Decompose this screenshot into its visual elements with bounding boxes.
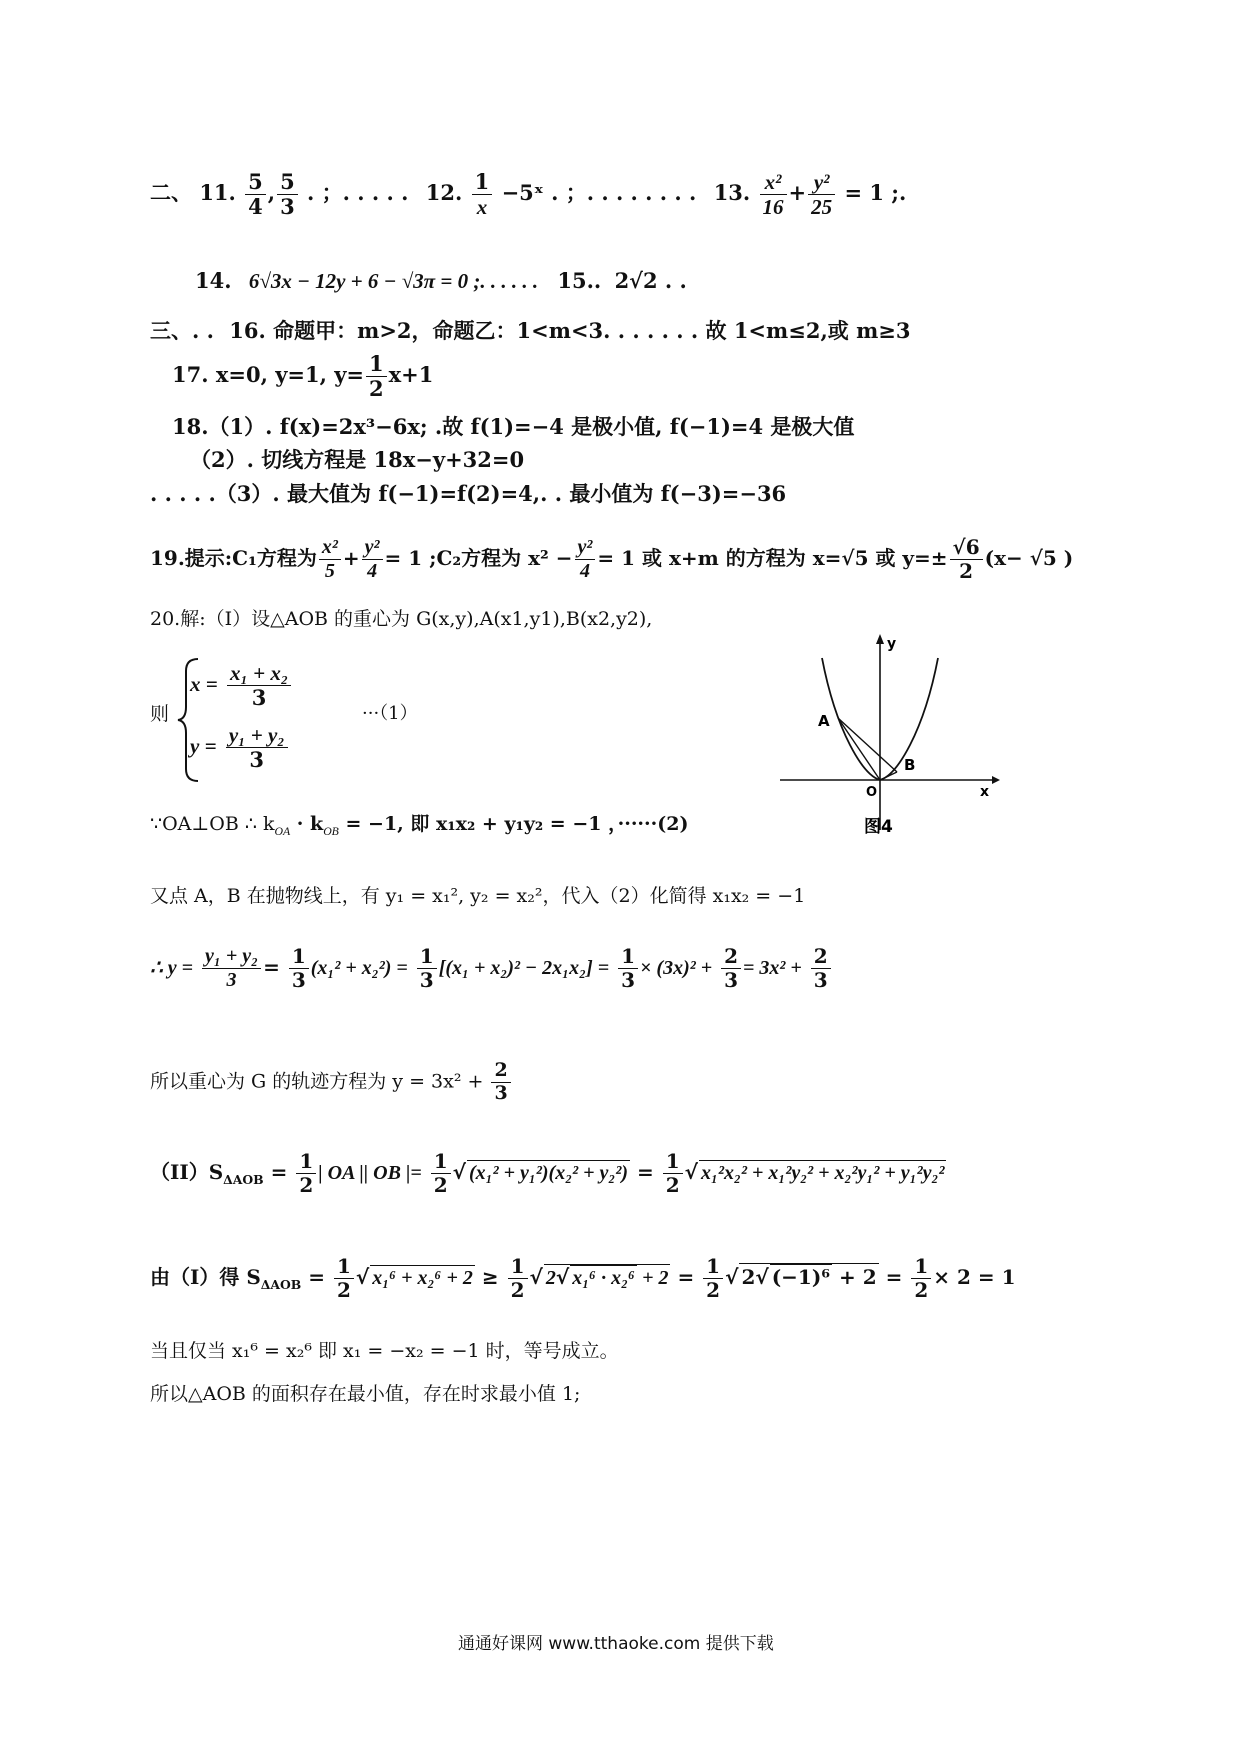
q20-locus: 所以重心为 G 的轨迹方程为 y = 3x² + $\frac{2}{3}$ bbox=[150, 1060, 513, 1105]
fraction-5-4: $\frac{5}{4}$ bbox=[245, 170, 266, 219]
label-y: y bbox=[887, 636, 897, 652]
q20-conclusion: 所以△AOB 的面积存在最小值，存在时求最小值 1; bbox=[150, 1383, 581, 1405]
fraction-centroid-y: $\frac{\text{y₁ + y₂}}{3}$ bbox=[226, 723, 288, 772]
equation-system: 则 x = $\frac{\text{x₁ + x₂}}{3}$ y = $\frac{\text{y₁ + y₂}}{3}$ ···（1） bbox=[150, 655, 450, 785]
q20-parabola-condition: 又点 A，B 在抛物线上，有 y₁ = x₁², y₂ = x₂²，代入（2）化简得 x₁x₂ = −1 bbox=[150, 885, 806, 907]
answer-line-18-2: （2）. 切线方程是 18x−y+32=0 bbox=[190, 447, 525, 472]
q20-equality-condition: 当且仅当 x₁⁶ = x₂⁶ 即 x₁ = −x₂ = −1 时，等号成立。 bbox=[150, 1340, 619, 1362]
figure-caption: 图4 bbox=[864, 817, 893, 837]
parabola-figure bbox=[770, 630, 1000, 840]
q20-perpendicular: ∵OA⊥OB ∴ $k_{OA} \cdot k_{OB} = -1$, 即 x₁x₂ + y₁y₂ = −1 ，······(2) bbox=[150, 813, 689, 838]
q20-inequality: 由（I）得 $S_{\Delta AOB}$ = $\frac{1}{2}$ √ x₁⁶ + x₂⁶ + 2 ≥ $\frac{1}{2}$ √ 2√ x₁⁶ · x₂⁶ + 2 = $\frac{1}{2}$ √ 2√ (−1)⁶ + 2 = $\frac{1}{2}$ × 2 = 1 bbox=[150, 1254, 1016, 1302]
fraction-1-x: $\frac{1}{x}$ bbox=[472, 170, 493, 219]
label-a: A bbox=[818, 712, 830, 730]
answer-line-19: 19.提示:C₁方程为 $\frac{\text{x²}}{5}$ + $\frac{\text{y²}}{4}$ = 1 ;C₂方程为 x² − $\frac{\text{y²}}{4}$ = 1 或 x+m 的方程为 x=√5 或 y=± $\frac{√6}{2}$ (x− √5 ) bbox=[150, 535, 1074, 583]
page-footer: 通通好课网 www.tthaoke.com 提供下载 bbox=[458, 1634, 774, 1654]
fraction-5-3: $\frac{5}{3}$ bbox=[277, 170, 298, 219]
q20-derivation: ∴ y = $\frac{\text{y₁ + y₂}}{3}$ = $\frac{1}{3}$ (x₁² + x₂²) = $\frac{1}{3}$ [(x₁ + x₂)² − 2x₁x₂] = $\frac{1}{3}$ × (3x)² + $\frac{2}{3}$ = 3x² + $\frac{2}{3}$ bbox=[150, 945, 833, 992]
section-2-label: 二、 bbox=[150, 180, 192, 206]
section-3-label: 三、. . bbox=[150, 318, 214, 343]
segment-ab bbox=[838, 718, 897, 772]
answer-line-14-15: 14. 6√3x − 12y + 6 − √3π = 0 ;. . . . . . 15.. 2√2 . . bbox=[195, 268, 687, 293]
answer-line-17: 17. x=0, y=1, y= $\frac{1}{2}$ x+1 bbox=[172, 351, 434, 402]
segment-ob bbox=[880, 772, 897, 780]
y-axis-arrow-icon bbox=[876, 634, 884, 644]
label-b: B bbox=[904, 756, 916, 774]
answer-line-16: 三、. . 16. 命题甲：m>2，命题乙：1<m<3. . . . . . . 故 1<m≤2,或 m≥3 bbox=[150, 318, 911, 343]
answer-line-11-13: 二、 11. $\frac{5}{4}$ , $\frac{5}{3}$ . ；. . . . . 12. $\frac{1}{x}$ −5ˣ . ；. . . . . . . . 13. $\frac{\text{x²}}{16}$ + $\frac{\text{y²}}{25}$ = 1 ;. bbox=[150, 169, 907, 220]
fraction-1-2: $\frac{1}{2}$ bbox=[366, 352, 387, 401]
fraction-y2-25: $\frac{\text{y²}}{25}$ bbox=[808, 170, 835, 219]
fraction-x2-16: $\frac{\text{x²}}{16}$ bbox=[760, 170, 787, 219]
label-o: O bbox=[866, 785, 878, 800]
q20-intro: 20.解:（I）设△AOB 的重心为 G(x,y),A(x1,y1),B(x2,y2), bbox=[150, 608, 653, 630]
q20-part2-area: $(II)S_{\Delta AOB}$ = $\frac{1}{2}$ | OA || OB |= $\frac{1}{2}$ √ (x₁² + y₁²)(x₂² + y₂²) = $\frac{1}{2}$ √ x₁²x₂² + x₁²y₂² + x₂²y₁² + y₁²y₂² bbox=[150, 1149, 945, 1197]
answer-line-18-1: 18.（1）. f(x)=2x³−6x; .故 f(1)=−4 是极小值, f(−1)=4 是极大值 bbox=[172, 414, 855, 439]
answer-line-18-3: . . . . .（3）. 最大值为 f(−1)=f(2)=4,. . 最小值为 f(−3)=−36 bbox=[150, 481, 787, 506]
label-x: x bbox=[980, 784, 990, 800]
fraction-centroid-x: $\frac{\text{x₁ + x₂}}{3}$ bbox=[227, 661, 291, 710]
segment-oa bbox=[838, 718, 880, 780]
x-axis-arrow-icon bbox=[992, 776, 1000, 784]
